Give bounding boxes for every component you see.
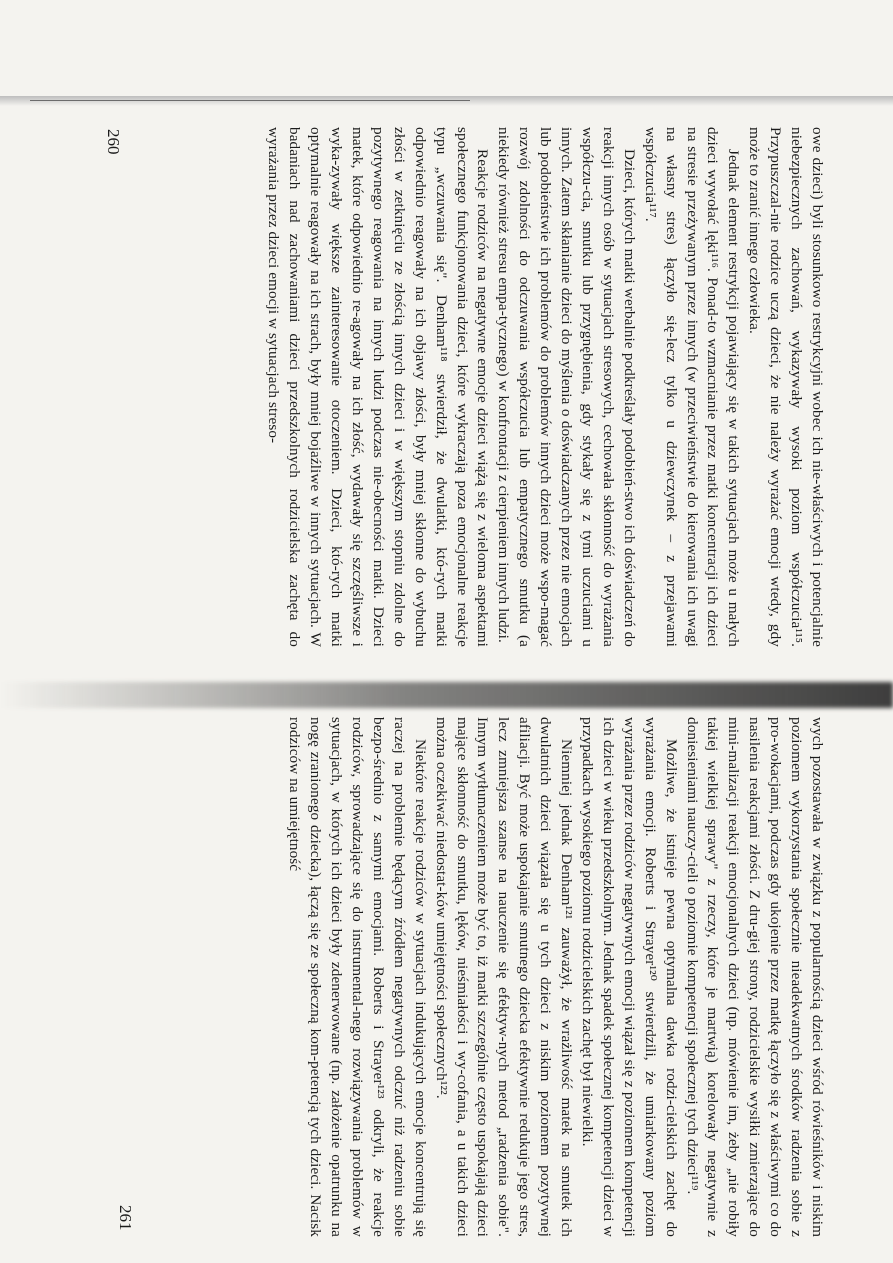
paragraph: Niemniej jednak Denham¹²¹ zauważył, że wrażliwość matek na smutek ich dwulatnich dzieci wiązała się u tych dzieci z niskim poziomem pozytywnej afiliacji. Być może uspokajanie smutnego dziecka efektywnie redukuje jego stres, lecz zmniejsza szanse na nauczenie się efektyw-nych metod „radzenia sobie". Innym wytłumaczeniem może być to, iż matki szczególnie często uspokajają dzieci mające skłonność do smutku, lęków, nieśmiałości i wy-cofania, a u takich dzieci można oczekiwać niedostat-ków umiejętności społecznych¹²².: [432, 717, 576, 1237]
paragraph: Niektóre reakcje rodziców w sytuacjach indukujących emocje koncentrują się raczej na problemie będącym źródłem negatywnych odczuć niż radzeniu sobie bezpo-średnio z samymi emocjami. Roberts i Strayer¹²³ odkryli, że reakcje rodziców, sprowadzające się do instrumental-nego rozwiązywania problemów w sytuacjach, w których ich dzieci były zdenerwowane (np. założenie opatrunku na nogę zranionego dziecka), łączą się ze społeczną kom-petencją tych dzieci. Nacisk rodziców na umiejętność: [286, 717, 429, 1237]
scan-shadow-top: [0, 96, 893, 106]
page-text-column: [283, 717, 827, 1237]
paragraph: Możliwe, że istnieje pewna optymalna dawka rodzi-cielskich zachęt do wyrażania emocji. Roberts i Strayer¹²⁰ stwierdzili, że umiarkowany poziom wyrażania przez rodziców negatywnych emocji wiązał się z poziomem kompetencji ich dzieci w wieku przedszkolnym. Jednak spadek społecznej kompetencji dzieci w przypadkach wysokiego poziomu rodzicielskich zachęt był niewielki.: [579, 717, 680, 1237]
page-text-column: [263, 127, 827, 647]
page-number: 260: [104, 129, 123, 155]
paragraph: Dzieci, których matki werbalnie podkreślały podobień-stwo ich doświadczeń do reakcji innych osób w sytuacjach stresowych, cechowała skłonność do wyrażania współczu-cia, smutku lub przygnębienia, gdy stykały się z tymi uczuciami u innych. Zatem skłanianie dzieci do myślenia o doświadczanych przez nie emocjach lub podobieństwie ich problemów do problemów innych dzieci może wspo-magać rozwój zdolności do odczuwania współczucia lub empatycznego smutku (a niekiedy również stresu empa-tycznego) w konfrontacji z cierpieniem innych ludzi.: [495, 127, 638, 647]
book-page-left: [95, 115, 835, 655]
book-page-right: [95, 705, 835, 1255]
paragraph: Jednak element restrykcji pojawiający się w takich sytuacjach może u małych dzieci wywołać lęki¹¹⁶. Ponad-to wzmacnianie przez matki koncentracji ich dzieci na stresie przeżywanym przez innych (w przeciwieństwie do kierowania ich uwagi na własny stres) łączyło się-lecz tylko u dziewczynek – z przejawami współczucia¹¹⁷.: [641, 127, 743, 647]
page-number: 261: [116, 1205, 135, 1231]
paragraph: owe dzieci) byli stosunkowo restrykcyjni wobec ich nie-właściwych i potencjalnie niebezpiecznych zachowań, wykazywały wysoki poziom współczucia¹¹⁵. Przypuszczal-nie rodzice uczą dzieci, że nie należy wyrażać emocji wtedy, gdy może to zranić innego człowieka.: [746, 127, 826, 647]
paragraph: Reakcje rodziców na negatywne emocje dzieci wiążą się z wieloma aspektami społecznego funkcjonowania dzieci, które wykraczają poza emocjonalne reakcje typu „wczuwania się". Denham¹¹⁸ stwierdził, że dwulatki, któ-rych matki odpowiednio reagowały na ich objawy złości, były mniej skłonne do wybuchu złości w zetknięciu ze złością innych dzieci i w większym stopniu zdolne do pozytywnego reagowania na innych ludzi podczas nie-obecności matki. Dzieci matek, które odpowiednio re-agowały na ich złość, wydawały się szczęśliwsze i wyka-zywały większe zainteresowanie otoczeniem. Dzieci, któ-rych matki optymalnie reagowały na ich strach, były mniej bojaźliwe w innych sytuacjach. W badaniach nad zachowaniami dzieci przedszkolnych rodzicielska zachęta do wyrażania przez dzieci emocji w sytuacjach streso-: [265, 127, 492, 647]
scan-edge-line: [30, 100, 470, 101]
paragraph: wych pozostawała w związku z popularnością dzieci wśród rówieśników i niskim poziomem wykorzystania społecznie nieadekwatnych środków radzenia sobie z pro-wokacjami, podczas gdy ukojenie przez matkę łączyło się z właściwymi co do nasilenia reakcjami złości. Z dru-giej strony, rodzicielskie wysiłki zmierzające do mini-malizacji reakcji emocjonalnych dzieci (np. mówienie im, żeby „nie robiły takiej wielkiej sprawy" z rzeczy, które je martwią) korelowały negatywnie z doniesieniami nauczy-cieli o poziomie kompetencji społecznej tych dzieci¹¹⁹.: [683, 717, 826, 1237]
